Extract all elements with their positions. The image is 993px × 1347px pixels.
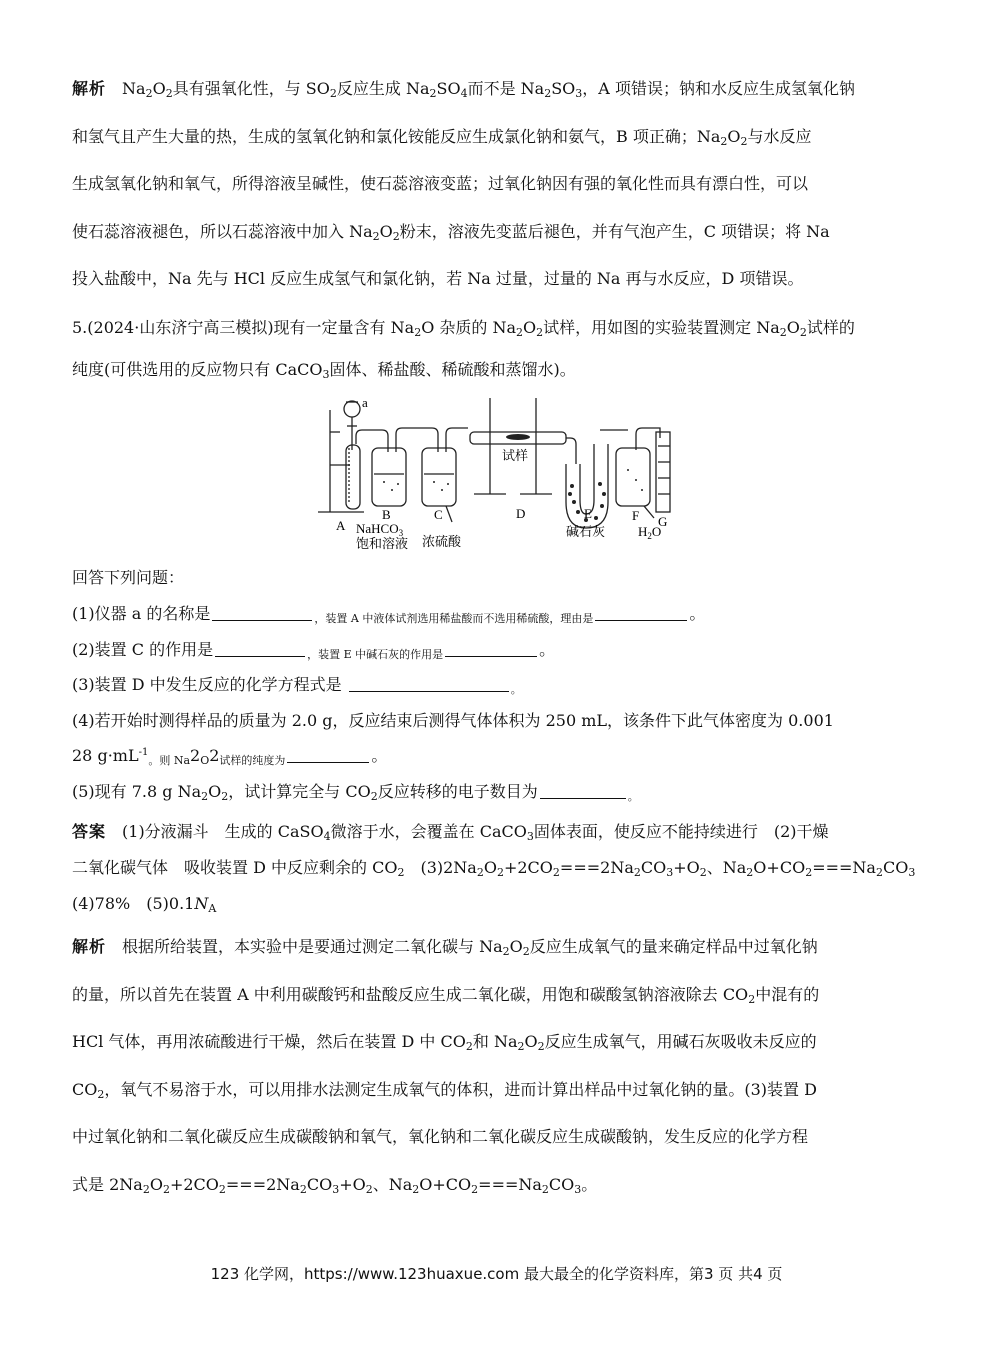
answer-line: 答案 (1)分液漏斗 生成的 CaSO$_4$微溶于水，会覆盖在 CaCO$_3$固体表面，使反应不能持续进行 (2)干燥 <box>72 822 829 843</box>
label-sample: 试样 <box>502 448 529 463</box>
question-line: 5.(2024·山东济宁高三模拟)现有一定量含有 $Na_2O$ 杂质的 $Na_2O_2$试样，用如图的实验装置测定 $Na_2O_2$试样的 <box>72 318 855 339</box>
label-F: F <box>632 508 640 523</box>
answer-blank <box>287 748 369 763</box>
answer-prompt: 回答下列问题： <box>72 568 185 587</box>
answer-blank <box>215 642 305 657</box>
label-a: a <box>362 395 368 410</box>
label-G: G <box>658 514 668 529</box>
subquestion-1: (1)仪器 a 的名称是 $_{,装置 A 中液体试剂选用稀盐酸而不选用稀硫酸,理由是}$ 。 <box>72 604 706 625</box>
label-saturated-solution: 饱和溶液 <box>356 536 409 550</box>
label-h2o: $H_2O$ <box>638 524 662 541</box>
label-conc-sulfuric-acid: 浓硫酸 <box>422 534 462 549</box>
analysis-1-line: 和氢气且产生大量的热，生成的氢氧化钠和氯化铵能反应生成氯化钠和氨气，B 项正确；$Na_2O_2$与水反应 <box>72 126 812 148</box>
subquestions <box>72 596 922 809</box>
section-label: 解析 <box>72 79 107 98</box>
page-footer: 123 化学网，https://www.123huaxue.com 最大最全的化学资料库，第3 页 共4 页 <box>210 1265 783 1283</box>
question-5 <box>72 307 922 391</box>
question-line: 纯度(可供选用的反应物只有 CaCO$_3$固体、稀盐酸、稀硫酸和蒸馏水)。 <box>72 360 576 381</box>
label-C: C <box>434 507 443 522</box>
analysis-2-line: 的量，所以首先在装置 A 中利用碳酸钙和盐酸反应生成二氧化碳，用饱和碳酸氢钠溶液除去 $CO_2$中混有的 <box>72 984 820 1006</box>
label-B: B <box>382 507 391 522</box>
analysis-1-line: 生成氢氧化钠和氧气，所得溶液呈碱性，使石蕊溶液变蓝；过氧化钠因有强的氧化性而具有漂白性，可以 <box>72 174 809 194</box>
analysis-1-line: 使石蕊溶液褪色，所以石蕊溶液中加入 $Na_2O_2$粉末，溶液先变蓝后褪色，并有气泡产生，C 项错误；将 Na <box>72 221 830 243</box>
analysis-2-line: $CO_2$，氧气不易溶于水，可以用排水法测定生成氧气的体积，进而计算出样品中过氧化钠的量。(3)装置 D <box>72 1079 817 1101</box>
analysis-2-line: 式是 $2Na_2O_2+2CO_2===2Na_2CO_3+O_2$、$Na_2O+CO_2===Na_2CO_3$。 <box>72 1174 598 1196</box>
subquestion-2: (2)装置 C 的作用是 $_{,装置 E 中碱石灰的作用是}$ 。 <box>72 639 556 661</box>
analysis-1 <box>72 65 922 303</box>
label-A: A <box>336 518 346 533</box>
analysis-1-line: 投入盐酸中，Na 先与 HCl 反应生成氢气和氯化钠，若 Na 过量，过量的 Na 再与水反应，D 项错误。 <box>72 269 804 289</box>
analysis-2-line: HCl 气体，再用浓硫酸进行干燥，然后在装置 D 中 $CO_2$和 $Na_2O_2$反应生成氧气，用碱石灰吸收未反应的 <box>72 1032 817 1054</box>
subquestion-4-cont: 28 $g\cdot mL^{-1}_{。则 Na}2_O2_{试样的纯度为}$ 。 <box>72 746 388 767</box>
label-nahco3: NaHCO$_3$ <box>356 521 404 538</box>
answer-blank <box>445 642 537 657</box>
section-label: 解析 <box>72 937 107 956</box>
subquestion-3: (3)装置 D 中发生反应的化学方程式是 $_。$ <box>72 675 522 696</box>
apparatus-figure <box>318 390 680 550</box>
answer-line: (4)78% $(5)0.1N_A$ <box>72 894 217 915</box>
analysis-2-line: 中过氧化钠和二氧化碳反应生成碳酸钠和氧气，氧化钠和二氧化碳反应生成碳酸钠，发生反应的化学方程 <box>72 1127 809 1147</box>
subquestion-5: (5)现有 7.8 g $Na_2O_2$，试计算完全与 $CO_2$反应转移的电子数目为 $_。$ <box>72 781 639 803</box>
answer-blank <box>595 606 687 621</box>
analysis-2 <box>72 923 922 1209</box>
analysis-1-line: 解析 $Na_2O_2$具有强氧化性，与 $SO_2$反应生成 $Na_2SO_4$而不是 $Na_2SO_3$，A 项错误；钠和水反应生成氢氧化钠 <box>72 79 855 100</box>
answer-line: 二氧化碳气体 吸收装置 D 中反应剩余的 $CO_2$ $(3)2Na_2O_2+2CO_2===2Na_2CO_3+O_2$、$Na_2O+CO_2===Na_2CO_3$ <box>72 858 916 879</box>
label-D: D <box>516 506 526 521</box>
subquestion-4: (4)若开始时测得样品的质量为 2.0 g，反应结束后测得气体体积为 250 mL，该条件下此气体密度为 0.001 <box>72 710 834 730</box>
label-soda-lime: 碱石灰 <box>566 524 606 539</box>
analysis-2-line: 解析 根据所给装置，本实验中是要通过测定二氧化碳与 $Na_2O_2$反应生成氧气的量来确定样品中过氧化钠 <box>72 937 818 958</box>
answer <box>72 814 922 922</box>
section-label: 答案 <box>72 822 107 841</box>
answer-blank <box>212 606 312 621</box>
answer-blank <box>349 677 509 692</box>
label-E: E <box>584 506 592 521</box>
answer-blank <box>540 784 626 799</box>
